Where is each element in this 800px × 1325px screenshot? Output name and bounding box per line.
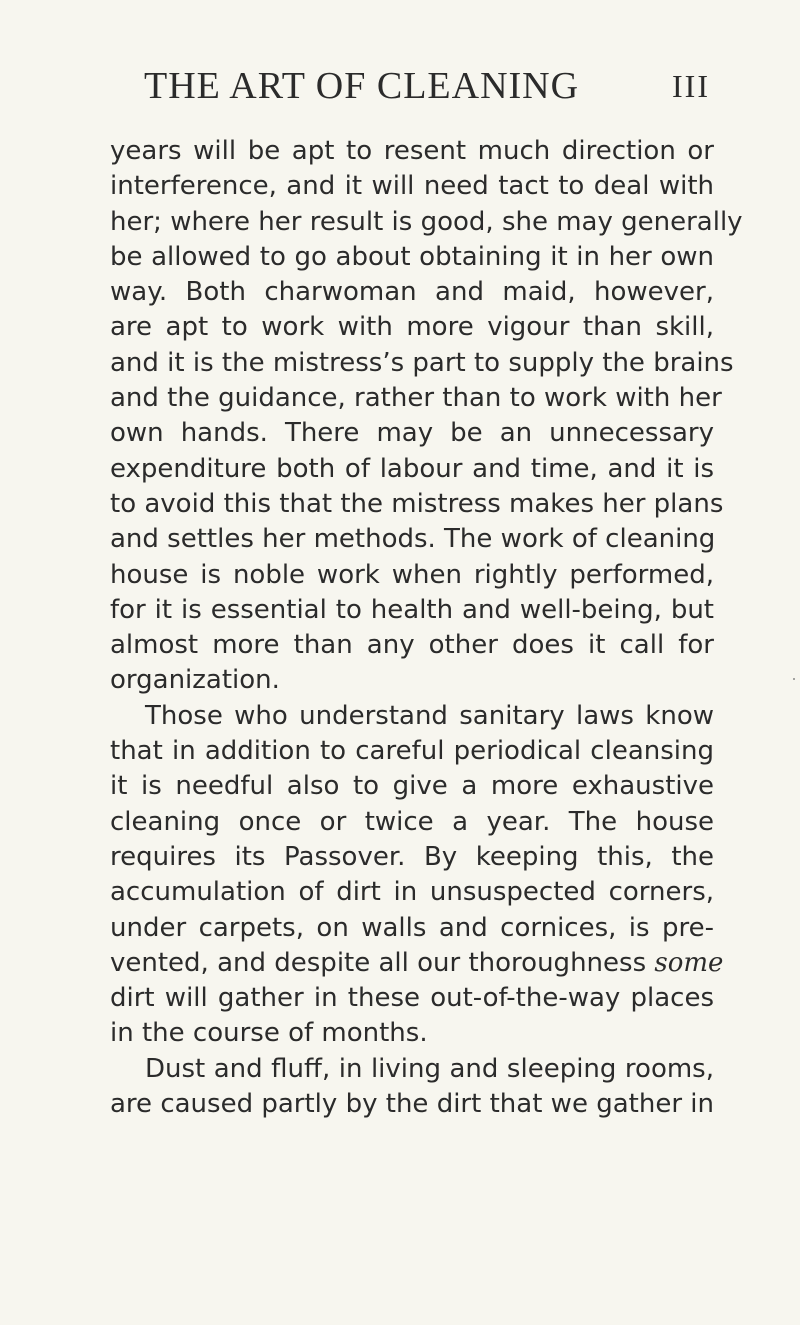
text-line: her; where her result is good, she may generally [110, 206, 743, 237]
text-line: own hands. There may be an unnecessary [110, 418, 714, 449]
text-line: almost more than any other does it call for [110, 630, 714, 661]
text-line: cleaning once or twice a year. The house [110, 806, 714, 837]
text-line: Those who understand sanitary laws know [145, 700, 714, 731]
text-line: are caused partly by the dirt that we gather in [110, 1089, 714, 1120]
text-line: years will be apt to resent much direction or [110, 136, 714, 166]
text-line: it is needful also to give a more exhaustive [110, 771, 714, 802]
paper-speck [793, 678, 795, 680]
text-line: that in addition to careful periodical cleansing [110, 736, 714, 767]
text-line: requires its Passover. By keeping this, the [110, 841, 714, 872]
text-line: and the guidance, rather than to work with her [110, 383, 722, 414]
text-line: and settles her methods. The work of cleaning [110, 524, 716, 555]
text-line: under carpets, on walls and cornices, is pre- [110, 912, 714, 943]
text-line: way. Both charwoman and maid, however, [110, 277, 714, 308]
text-line: dirt will gather in these out-of-the-way places [110, 983, 714, 1014]
text-line: are apt to work with more vigour than skill, [110, 312, 714, 343]
text-segment: vented, and despite all our thoroughness [110, 947, 647, 978]
text-line: house is noble work when rightly performed, [110, 559, 714, 590]
text-line: for it is essential to health and well-being, but [110, 594, 714, 625]
text-line: interference, and it will need tact to deal with [110, 171, 714, 202]
text-line-with-emphasis [110, 946, 724, 981]
text-line: and it is the mistress’s part to supply the brains [110, 347, 734, 378]
text-line: be allowed to go about obtaining it in her own [110, 241, 714, 272]
body-text [110, 134, 743, 1122]
text-line: accumulation of dirt in unsuspected corners, [110, 877, 714, 908]
text-line: Dust and fluff, in living and sleeping rooms, [145, 1053, 714, 1084]
text-line: in the course of months. [110, 1018, 428, 1049]
page-header [110, 64, 710, 108]
text-line: to avoid this that the mistress makes her plans [110, 488, 724, 519]
emphasis-word: some [654, 947, 724, 978]
running-title: THE ART OF CLEANING [144, 65, 580, 107]
page-number: III [672, 68, 710, 104]
text-line: organization. [110, 665, 280, 696]
text-line: expenditure both of labour and time, and it is [110, 453, 714, 484]
